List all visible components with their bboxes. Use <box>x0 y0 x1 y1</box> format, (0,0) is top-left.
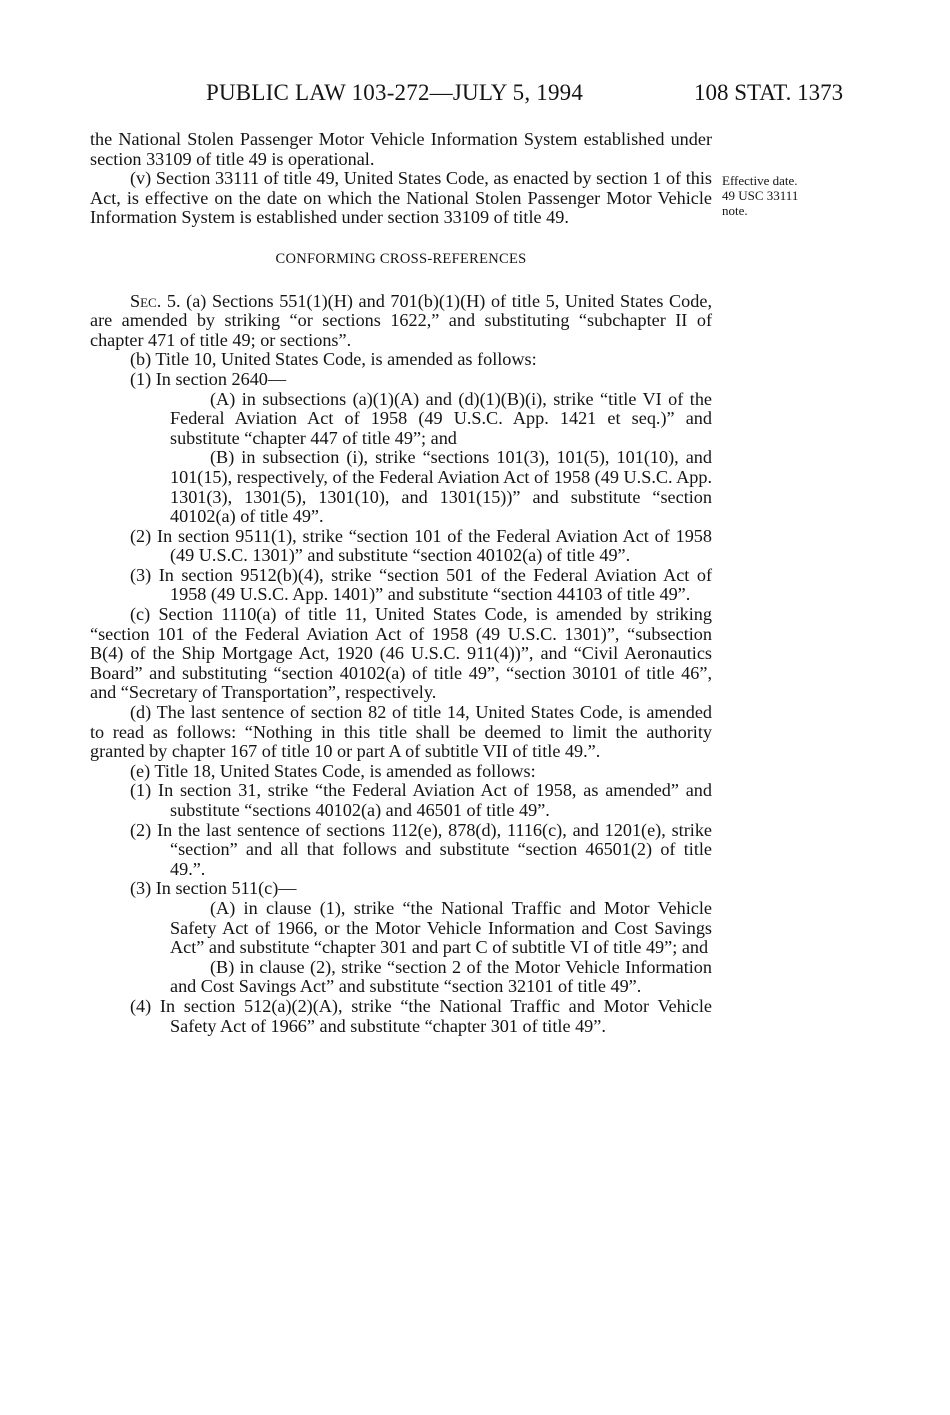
section-heading: CONFORMING CROSS-REFERENCES <box>275 250 527 267</box>
paragraph: the National Stolen Passenger Motor Vehicle Information System established under section 33109 of title 49 is operational. <box>90 129 712 169</box>
paragraph: (2) In the last sentence of sections 112(e), 878(d), 1116(c), and 1201(e), strike “section” and all that follows and substitute “section 46501(2) of title 49.”. <box>130 819 712 879</box>
paragraph: (3) In section 9512(b)(4), strike “section 501 of the Federal Aviation Act of 1958 (49 U.S.C. App. 1401)” and substitute “section 44103 of title 49”. <box>130 564 712 605</box>
page-header-title: PUBLIC LAW 103-272—JULY 5, 1994 <box>206 80 584 105</box>
paragraph: (b) Title 10, United States Code, is amended as follows: <box>130 349 537 370</box>
paragraph: (d) The last sentence of section 82 of title 14, United States Code, is amended to read as follows: “Nothing in this title shall be deemed to limit the authority granted by chapter 167 of title 10 or part A of subtitle VII of title 49.”. <box>90 702 712 762</box>
paragraph: (e) Title 18, United States Code, is amended as follows: <box>130 760 536 781</box>
paragraph <box>90 292 712 351</box>
paragraph-text: (a) Sections 551(1)(H) and 701(b)(1)(H) of title 5, United States Code, are amended by striking “or sections 1622,” and substituting “subchapter II of chapter 471 of title 49; or sections”. <box>90 290 712 350</box>
page-header-stat: 108 STAT. 1373 <box>694 80 844 105</box>
paragraph: (1) In section 31, strike “the Federal Aviation Act of 1958, as amended” and substitute “sections 40102(a) and 46501 of title 49”. <box>130 780 712 820</box>
paragraph: (B) in subsection (i), strike “sections 101(3), 101(5), 101(10), and 101(15), respectively, of the Federal Aviation Act of 1958 (49 U.S.C. App. 1301(3), 1301(5), 1301(10), and 1301(15))” and substitute “section 40102(a) of title 49”. <box>170 447 712 527</box>
margin-note-line: note. <box>722 203 748 218</box>
paragraph: (B) in clause (2), strike “section 2 of the Motor Vehicle Information and Cost Savings Act” and substitute “section 32101 of title 49”. <box>170 956 712 997</box>
paragraph: (A) in subsections (a)(1)(A) and (d)(1)(B)(i), strike “title VI of the Federal Aviation Act of 1958 (49 U.S.C. App. 1421 et seq.)” and substitute “chapter 447 of title 49”; and <box>170 388 712 448</box>
paragraph: (v) Section 33111 of title 49, United States Code, as enacted by section 1 of this Act, is effective on the date on which the National Stolen Passenger Motor Vehicle Information System is established under section 33109 of title 49. <box>90 168 712 228</box>
margin-note <box>722 173 852 218</box>
paragraph: (1) In section 2640— <box>130 368 287 389</box>
paragraph: (A) in clause (1), strike “the National Traffic and Motor Vehicle Safety Act of 1966, or the Motor Vehicle Information and Cost Savings Act” and substitute “chapter 301 and part C of subtitle VI of title 49”; and <box>170 897 712 958</box>
paragraph: (3) In section 511(c)— <box>130 878 297 899</box>
paragraph: (4) In section 512(a)(2)(A), strike “the National Traffic and Motor Vehicle Safety Act of 1966” and substitute “chapter 301 of title 49”. <box>130 995 712 1036</box>
margin-note-line: 49 USC 33111 <box>722 188 799 203</box>
paragraph: (2) In section 9511(1), strike “section 101 of the Federal Aviation Act of 1958 (49 U.S.C. 1301)” and substitute “section 40102(a) of title 49”. <box>130 525 712 566</box>
document-body <box>90 130 712 1036</box>
paragraph: (c) Section 1110(a) of title 11, United States Code, is amended by striking “section 101 of the Federal Aviation Act of 1958 (49 U.S.C. 1301)”, “subsection B(4) of the Ship Mortgage Act, 1920 (46 U.S.C. 911(4))”, and “Civil Aeronautics Board” and substituting “section 40102(a) of title 49”, “section 30101 of title 46”, and “Secretary of Transportation”, respectively. <box>90 604 712 703</box>
section-label: Sec. 5. <box>130 290 181 311</box>
margin-note-line: Effective date. <box>722 173 798 188</box>
